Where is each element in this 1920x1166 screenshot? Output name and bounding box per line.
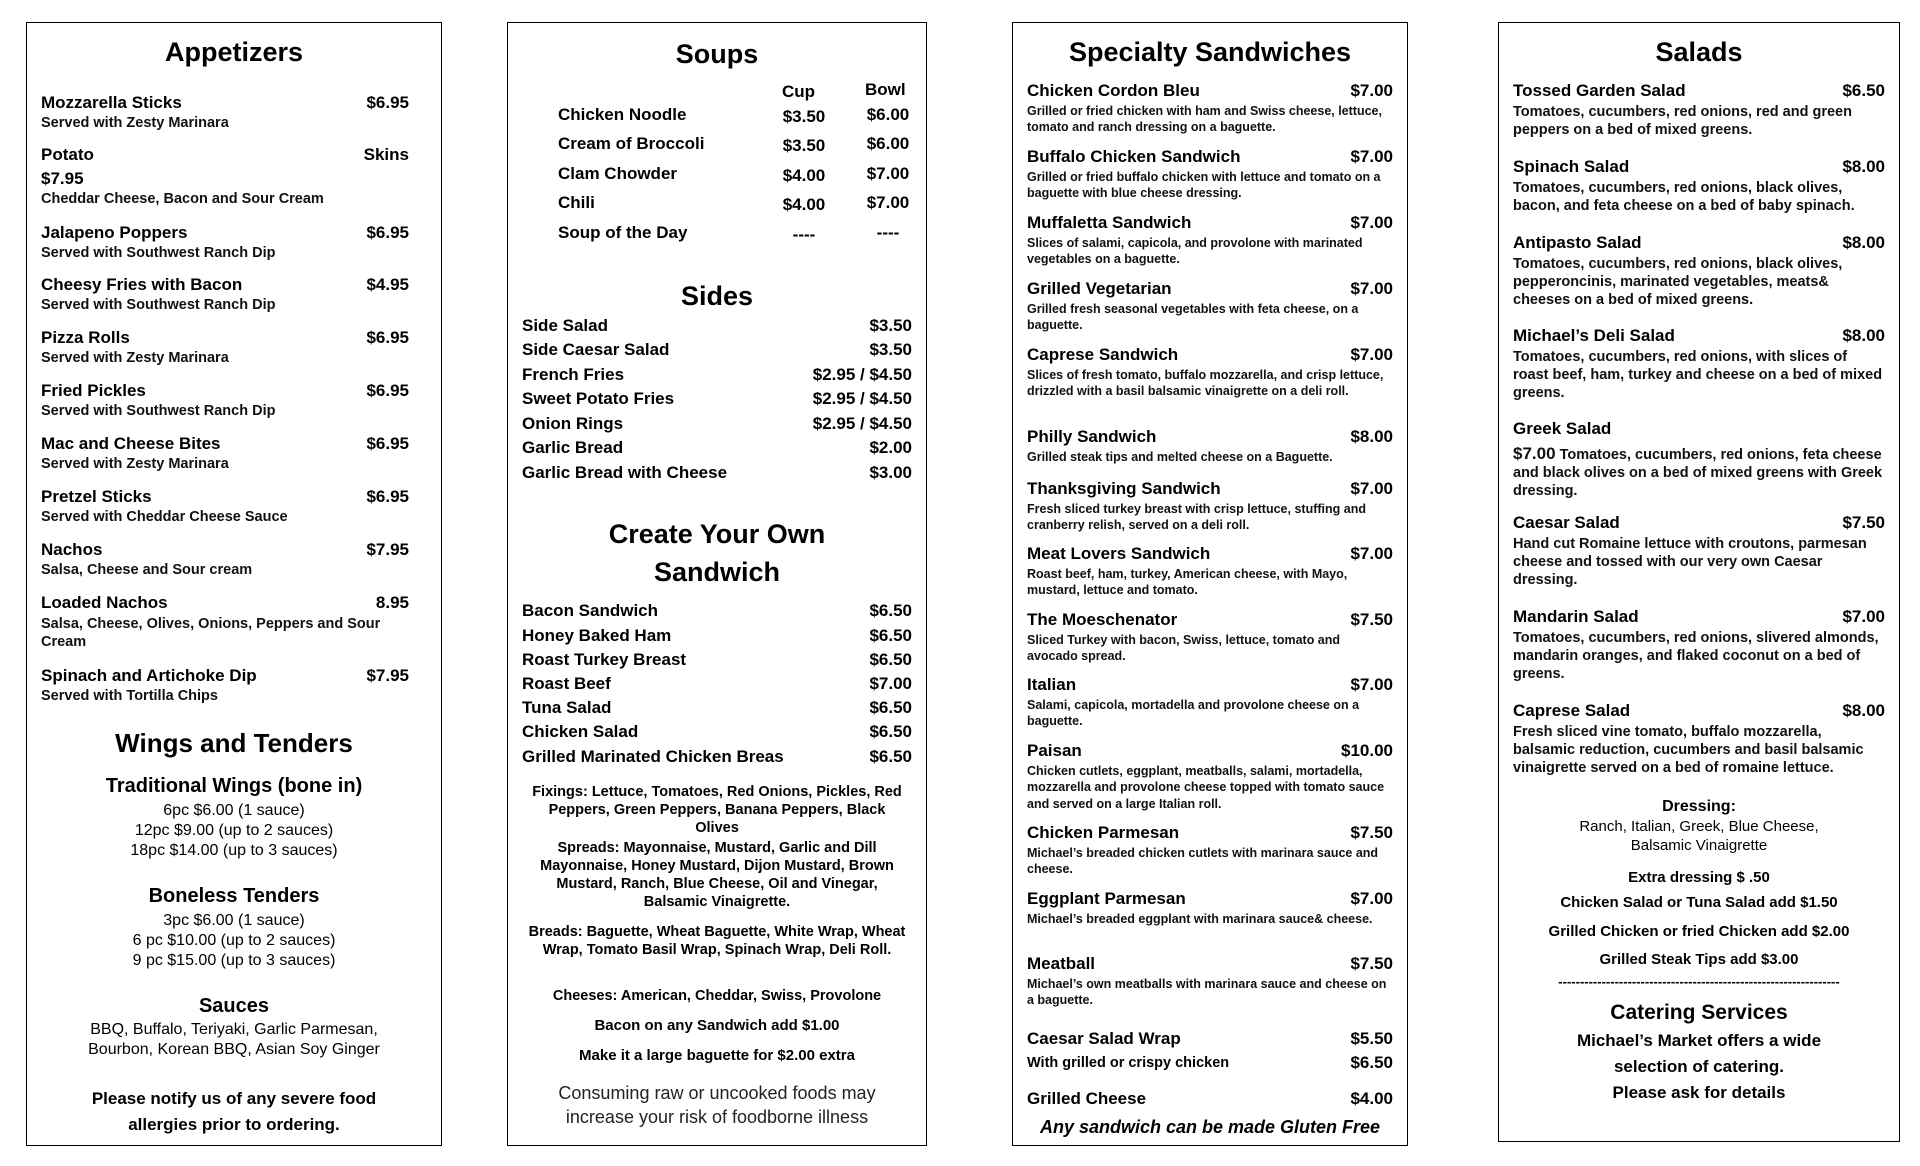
- sandwich-desc: Michael’s breaded chicken cutlets with marinara sauce and cheese.: [1027, 846, 1379, 877]
- specialty-title: Specialty Sandwiches: [1068, 37, 1352, 67]
- greek-salad-desc: $7.00 Tomatoes, cucumbers, red onions, feta cheese and black olives on a bed of mixed greens with Greek dressing.: [1513, 444, 1883, 500]
- menu-item-name: Potato: [41, 145, 94, 164]
- menu-item-desc: Served with Southwest Ranch Dip: [41, 245, 276, 261]
- side-price: $3.50: [869, 340, 912, 359]
- menu-item-price: $6.95: [366, 487, 409, 506]
- menu-item-price: 8.95: [375, 593, 409, 612]
- menu-item-desc: Cheddar Cheese, Bacon and Sour Cream: [41, 191, 324, 207]
- menu-item-price: $7.95: [366, 666, 409, 685]
- salad-price: $7.50: [1842, 513, 1885, 532]
- sandwich-price: $7.50: [1350, 954, 1393, 973]
- sandwich-name: Meatball: [1027, 954, 1096, 973]
- traditional-line: 12pc $9.00 (up to 2 sauces): [134, 822, 334, 839]
- salad-price: $8.00: [1842, 157, 1885, 176]
- sandwich-price: $6.50: [869, 601, 912, 620]
- sandwich-name: Buffalo Chicken Sandwich: [1027, 147, 1241, 166]
- sandwich-price: $7.00: [1350, 675, 1393, 694]
- sandwich-name: Italian: [1027, 675, 1077, 694]
- menu-item-price: $6.95: [366, 434, 409, 453]
- menu-item-desc: Served with Cheddar Cheese Sauce: [41, 509, 288, 525]
- catering-line: Michael’s Market offers a wide: [1576, 1031, 1822, 1050]
- menu-item-price: $6.95: [366, 93, 409, 112]
- salad-desc: Tomatoes, cucumbers, red onions, red and green peppers on a bed of mixed greens.: [1513, 104, 1852, 139]
- sandwich-desc: Michael’s own meatballs with marinara sauce and cheese on a baguette.: [1027, 977, 1387, 1008]
- dressing-list: Balsamic Vinaigrette: [1630, 837, 1768, 854]
- menu-item-price: $6.95: [366, 223, 409, 242]
- sandwich-desc: Michael’s breaded eggplant with marinara sauce& cheese.: [1027, 912, 1373, 926]
- menu-item-name: Nachos: [41, 540, 103, 559]
- sandwich-desc: Grilled or fried chicken with ham and Swiss cheese, lettuce, tomato and ranch dressing on a baguette.: [1027, 104, 1382, 135]
- allergy-note: allergies prior to ordering.: [128, 1115, 340, 1134]
- sandwich-name: Meat Lovers Sandwich: [1027, 544, 1211, 563]
- catering-title: Catering Services: [1610, 1001, 1788, 1024]
- appetizers-title: Appetizers: [164, 37, 304, 67]
- sandwich-price: $7.00: [1350, 479, 1393, 498]
- appetizers-panel: [26, 22, 442, 1146]
- greek-salad-name: Greek Salad: [1513, 419, 1612, 438]
- soup-cup-price: $3.50: [782, 136, 826, 155]
- side-name: Onion Rings: [522, 414, 624, 433]
- catering-line: Please ask for details: [1612, 1083, 1786, 1102]
- sandwich-price: $7.00: [1350, 147, 1393, 166]
- salad-desc: Fresh sliced vine tomato, buffalo mozzarella, balsamic reduction, cucumbers and basil balsamic vinaigrette served on a bed of romaine lettuce.: [1513, 724, 1864, 777]
- sandwich-price: $7.50: [1350, 610, 1393, 629]
- sandwich-desc: Fresh sliced turkey breast with crisp lettuce, stuffing and cranberry relish, served on a deli roll.: [1027, 502, 1366, 533]
- menu-item-price: $6.95: [366, 328, 409, 347]
- sandwich-name: Tuna Salad: [522, 698, 612, 717]
- sandwich-desc: Slices of salami, capicola, and provolone with marinated vegetables on a baguette.: [1027, 236, 1363, 267]
- menu-item-desc: Served with Southwest Ranch Dip: [41, 297, 276, 313]
- salad-desc: Tomatoes, cucumbers, red onions, black olives, pepperoncinis, marinated vegetables, meats& cheeses on a bed of mixed greens.: [1513, 256, 1843, 309]
- sandwich-name: Grilled Vegetarian: [1027, 279, 1172, 298]
- menu-item-desc: Served with Southwest Ranch Dip: [41, 403, 276, 419]
- sandwich-price: $7.00: [1350, 81, 1393, 100]
- sandwich-price: $7.00: [869, 674, 912, 693]
- soup-cup-price: $3.50: [782, 107, 826, 126]
- sauces-line: Bourbon, Korean BBQ, Asian Soy Ginger: [88, 1041, 380, 1058]
- salad-name: Tossed Garden Salad: [1513, 81, 1686, 100]
- side-price: $2.95 / $4.50: [812, 414, 912, 433]
- raw-food-warning: increase your risk of foodborne illness: [565, 1107, 869, 1127]
- soups-sides-panel: [507, 22, 927, 1146]
- caesar-wrap-desc: With grilled or crispy chicken: [1027, 1055, 1230, 1071]
- salad-desc: Tomatoes, cucumbers, red onions, slivered almonds, mandarin oranges, and flaked coconut on a bed of greens.: [1513, 630, 1879, 683]
- sandwich-price: $10.00: [1341, 741, 1393, 760]
- allergy-note: Please notify us of any severe food: [91, 1089, 377, 1108]
- grilled-cheese-price: $4.00: [1350, 1089, 1393, 1108]
- menu-item-price: $6.95: [366, 381, 409, 400]
- menu-item-name: Spinach and Artichoke Dip: [41, 666, 257, 685]
- sandwich-desc: Roast beef, ham, turkey, American cheese, with Mayo, mustard, lettuce and tomato.: [1027, 567, 1348, 598]
- side-name: French Fries: [522, 365, 625, 384]
- sandwich-name: Grilled Marinated Chicken Breas: [522, 747, 784, 766]
- sandwich-desc: Grilled or fried buffalo chicken with lettuce and tomato on a baguette with blue cheese dressing.: [1027, 170, 1381, 201]
- salad-name: Caprese Salad: [1513, 701, 1631, 720]
- boneless-line: 6 pc $10.00 (up to 2 sauces): [132, 932, 336, 949]
- baguette-addon: Make it a large baguette for $2.00 extra: [579, 1047, 855, 1064]
- specialty-panel: [1012, 22, 1408, 1146]
- side-name: Side Caesar Salad: [522, 340, 670, 359]
- menu-item-name: Mac and Cheese Bites: [41, 434, 221, 453]
- sandwich-price: $6.50: [869, 698, 912, 717]
- extra-dressing: Extra dressing $ .50: [1628, 869, 1770, 886]
- soup-bowl-price: $7.00: [866, 193, 910, 212]
- menu-item-price: $4.95: [366, 275, 409, 294]
- sides-title: Sides: [680, 281, 754, 311]
- raw-food-warning: Consuming raw or uncooked foods may: [558, 1083, 876, 1103]
- sandwich-price: $6.50: [869, 722, 912, 741]
- sandwich-desc: Chicken cutlets, eggplant, meatballs, salami, mortadella, mozzarella and provolone cheese topped with tomato sauce and served on a large Italian roll.: [1027, 764, 1385, 811]
- traditional-wings-title: Traditional Wings (bone in): [105, 775, 363, 797]
- menu-item-desc: Salsa, Cheese, Olives, Onions, Peppers and Sour Cream: [41, 616, 381, 651]
- sandwich-price: $7.00: [1350, 345, 1393, 364]
- soup-name: Cream of Broccoli: [558, 134, 705, 153]
- salad-price: $8.00: [1842, 326, 1885, 345]
- sandwich-name: Paisan: [1027, 741, 1082, 760]
- menu-item-desc: Salsa, Cheese and Sour cream: [41, 562, 253, 578]
- dressing-list: Ranch, Italian, Greek, Blue Cheese,: [1579, 818, 1819, 835]
- soup-bowl-price: $6.00: [866, 134, 910, 153]
- sandwich-name: Muffaletta Sandwich: [1027, 213, 1192, 232]
- menu-item-name: Mozzarella Sticks: [41, 93, 182, 112]
- soup-name: Soup of the Day: [558, 223, 688, 242]
- sandwich-name: The Moeschenator: [1027, 610, 1178, 629]
- menu-item-name: Cheesy Fries with Bacon: [41, 275, 243, 294]
- side-name: Side Salad: [522, 316, 608, 335]
- divider: -----------------------------------------------------------------: [1558, 975, 1840, 989]
- menu-item-price: $7.95: [41, 169, 84, 188]
- salad-price: $6.50: [1842, 81, 1885, 100]
- sandwich-price: $7.00: [1350, 279, 1393, 298]
- side-price: $3.00: [869, 463, 912, 482]
- salads-panel: [1498, 22, 1900, 1142]
- menu-item-name: Loaded Nachos: [41, 593, 168, 612]
- sandwich-desc: Sliced Turkey with bacon, Swiss, lettuce, tomato and avocado spread.: [1027, 633, 1341, 664]
- salad-price: $8.00: [1842, 233, 1885, 252]
- create-title-line1: Create Your Own: [608, 519, 826, 549]
- sandwich-name: Eggplant Parmesan: [1027, 889, 1186, 908]
- create-title-line2: Sandwich: [653, 557, 781, 587]
- sandwich-price: $7.00: [1350, 889, 1393, 908]
- menu-item-price: Skins: [363, 145, 409, 164]
- salad-desc: Tomatoes, cucumbers, red onions, with slices of roast beef, ham, turkey and cheese on a bed of mixed greens.: [1513, 349, 1883, 402]
- side-name: Sweet Potato Fries: [522, 389, 675, 408]
- boneless-line: 3pc $6.00 (1 sauce): [163, 912, 305, 929]
- soup-name: Chili: [558, 193, 595, 212]
- menu-item-name: Pizza Rolls: [41, 328, 130, 347]
- side-price: $2.95 / $4.50: [812, 389, 912, 408]
- fixings-note: Fixings: Lettuce, Tomatoes, Red Onions, Pickles, Red Peppers, Green Peppers, Banana Peppers, Black Olives: [532, 784, 902, 837]
- dressing-title: Dressing:: [1662, 798, 1736, 815]
- caesar-wrap-price: $5.50: [1350, 1029, 1393, 1048]
- traditional-line: 18pc $14.00 (up to 3 sauces): [130, 842, 338, 859]
- sandwich-price: $8.00: [1350, 427, 1393, 446]
- sandwich-name: Chicken Cordon Bleu: [1027, 81, 1200, 100]
- salad-name: Spinach Salad: [1513, 157, 1630, 176]
- side-price: $3.50: [869, 316, 912, 335]
- side-name: Garlic Bread with Cheese: [522, 463, 728, 482]
- sandwich-name: Caprese Sandwich: [1027, 345, 1179, 364]
- spreads-note: Spreads: Mayonnaise, Mustard, Garlic and Dill Mayonnaise, Honey Mustard, Dijon Mustard, Brown Mustard, Ranch, Blue Cheese, Oil and Vinegar, Balsamic Vinaigrette.: [540, 840, 894, 911]
- sauces-title: Sauces: [198, 995, 270, 1017]
- sandwich-name: Chicken Parmesan: [1027, 823, 1180, 842]
- boneless-tenders-title: Boneless Tenders: [148, 885, 320, 907]
- sandwich-desc: Grilled fresh seasonal vegetables with feta cheese, on a baguette.: [1027, 302, 1359, 333]
- soup-cup-price: ----: [792, 225, 816, 244]
- menu-item-desc: Served with Zesty Marinara: [41, 350, 229, 366]
- sandwich-price: $7.00: [1350, 544, 1393, 563]
- traditional-line: 6pc $6.00 (1 sauce): [163, 802, 305, 819]
- soup-name: Chicken Noodle: [558, 105, 687, 124]
- menu-item-desc: Served with Tortilla Chips: [41, 688, 218, 704]
- salad-price: $8.00: [1842, 701, 1885, 720]
- sandwich-desc: Grilled steak tips and melted cheese on a Baguette.: [1027, 450, 1333, 464]
- sandwich-desc: Slices of fresh tomato, buffalo mozzarella, and crisp lettuce, drizzled with a basil balsamic vinaigrette on a deli roll.: [1027, 368, 1384, 399]
- soup-bowl-price: $7.00: [866, 164, 910, 183]
- salad-desc: Hand cut Romaine lettuce with croutons, parmesan cheese and tossed with our very own Caesar dressing.: [1513, 536, 1867, 589]
- menu-item-name: Fried Pickles: [41, 381, 146, 400]
- sandwich-price: $6.50: [869, 650, 912, 669]
- salad-name: Michael’s Deli Salad: [1513, 326, 1675, 345]
- caesar-wrap-name: Caesar Salad Wrap: [1027, 1029, 1181, 1048]
- salad-name: Caesar Salad: [1513, 513, 1620, 532]
- salad-desc: Tomatoes, cucumbers, red onions, black olives, bacon, and feta cheese on a bed of baby spinach.: [1513, 180, 1855, 215]
- sandwich-price: $6.50: [869, 626, 912, 645]
- side-price: $2.00: [869, 438, 912, 457]
- sandwich-name: Bacon Sandwich: [522, 601, 659, 620]
- salad-name: Mandarin Salad: [1513, 607, 1639, 626]
- sauces-line: BBQ, Buffalo, Teriyaki, Garlic Parmesan,: [90, 1021, 378, 1038]
- cheeses-note: Cheeses: American, Cheddar, Swiss, Provolone: [552, 988, 882, 1004]
- cup-header: Cup: [782, 82, 816, 101]
- menu-item-name: Jalapeno Poppers: [41, 223, 188, 242]
- sandwich-price: $7.50: [1350, 823, 1393, 842]
- soup-cup-price: $4.00: [782, 195, 826, 214]
- salads-title: Salads: [1655, 37, 1743, 67]
- sandwich-price: $7.00: [1350, 213, 1393, 232]
- salad-addon: Chicken Salad or Tuna Salad add $1.50: [1560, 894, 1838, 911]
- menu-item-desc: Served with Zesty Marinara: [41, 115, 229, 131]
- soup-bowl-price: ----: [876, 223, 900, 242]
- side-price: $2.95 / $4.50: [812, 365, 912, 384]
- salad-addon: Grilled Chicken or fried Chicken add $2.00: [1548, 923, 1850, 940]
- menu-item-desc: Served with Zesty Marinara: [41, 456, 229, 472]
- side-name: Garlic Bread: [522, 438, 624, 457]
- sandwich-name: Thanksgiving Sandwich: [1027, 479, 1221, 498]
- sandwich-name: Roast Beef: [522, 674, 611, 693]
- wings-title: Wings and Tenders: [115, 728, 353, 758]
- sandwich-name: Honey Baked Ham: [522, 626, 672, 645]
- breads-note: Breads: Baguette, Wheat Baguette, White Wrap, Wheat Wrap, Tomato Basil Wrap, Spinach Wrap, Deli Roll.: [528, 924, 906, 959]
- salad-name: Antipasto Salad: [1513, 233, 1642, 252]
- soup-name: Clam Chowder: [558, 164, 678, 183]
- menu-item-name: Pretzel Sticks: [41, 487, 152, 506]
- sandwich-price: $6.50: [869, 747, 912, 766]
- soup-bowl-price: $6.00: [866, 105, 910, 124]
- caesar-wrap-price2: $6.50: [1350, 1053, 1393, 1072]
- gluten-free-note: Any sandwich can be made Gluten Free: [1039, 1117, 1381, 1137]
- sandwich-desc: Salami, capicola, mortadella and provolone cheese on a baguette.: [1027, 698, 1360, 729]
- menu-item-price: $7.95: [366, 540, 409, 559]
- boneless-line: 9 pc $15.00 (up to 3 sauces): [132, 952, 336, 969]
- sandwich-name: Chicken Salad: [522, 722, 639, 741]
- sandwich-name: Philly Sandwich: [1027, 427, 1157, 446]
- bowl-header: Bowl: [865, 80, 906, 99]
- soup-cup-price: $4.00: [782, 166, 826, 185]
- bacon-addon: Bacon on any Sandwich add $1.00: [594, 1017, 840, 1034]
- grilled-cheese-name: Grilled Cheese: [1027, 1089, 1147, 1108]
- salad-price: $7.00: [1842, 607, 1885, 626]
- soups-title: Soups: [675, 39, 759, 69]
- sandwich-name: Roast Turkey Breast: [522, 650, 687, 669]
- catering-line: selection of catering.: [1613, 1057, 1785, 1076]
- salad-addon: Grilled Steak Tips add $3.00: [1599, 951, 1799, 968]
